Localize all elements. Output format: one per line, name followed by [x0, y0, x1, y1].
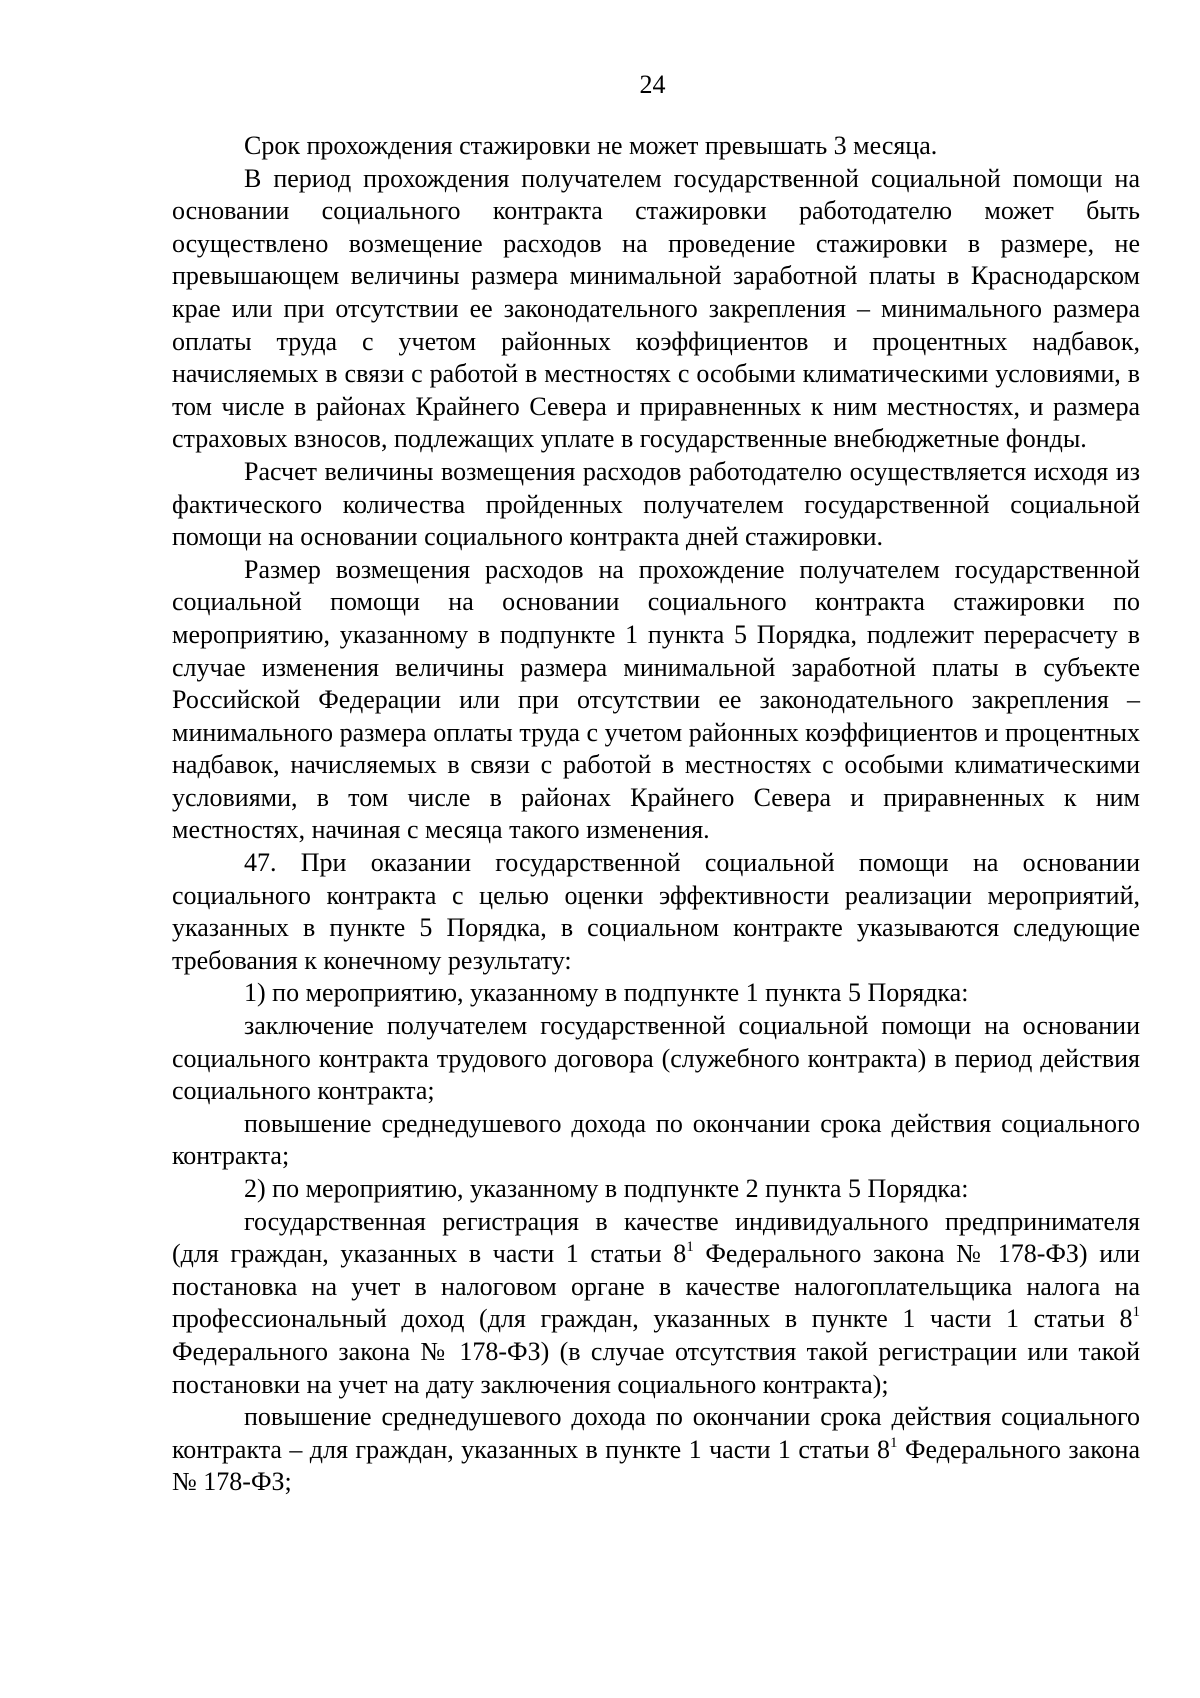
superscript-marker: 1 [686, 1239, 694, 1256]
paragraph: повышение среднедушевого дохода по окончании срока действия социального контракта; [172, 1108, 1140, 1171]
superscript-marker: 1 [1132, 1304, 1140, 1321]
document-body [172, 130, 1140, 1499]
paragraph: Расчет величины возмещения расходов работодателю осуществляется исходя из фактического количества пройденных получателем государственной социальной помощи на основании социального контракта дней стажировки. [172, 456, 1140, 552]
paragraph: заключение получателем государственной социальной помощи на основании социального контракта трудового договора (служебного контракта) в период действия социального контракта; [172, 1011, 1140, 1106]
paragraph: 47. При оказании государственной социальной помощи на основании социального контракта с целью оценки эффективности реализации мероприятий, указанных в пункте 5 Порядка, в социальном контракте указываются следующие требования к конечному результату: [172, 848, 1140, 975]
list-item: 2) по мероприятию, указанному в подпункте 2 пункта 5 Порядка: [244, 1174, 969, 1203]
paragraph: В период прохождения получателем государственной социальной помощи на основании социального контракта стажировки работодателю может быть осуществлено возмещение расходов на проведение стажировки в размере, не превышающем величины размера минимальной заработной платы в Краснодарском крае или при отсутствии ее законодательного закрепления – минимального размера оплаты труда с учетом районных коэффициентов и процентных надбавок, начисляемых в связи с работой в местностях с особыми климатическими условиями, в том числе в районах Крайнего Севера и приравненных к ним местностях, и размера страховых взносов, подлежащих уплате в государственные внебюджетные фонды. [172, 163, 1140, 454]
page-number: 24 [639, 70, 666, 99]
paragraph: государственная регистрация в качестве индивидуального предпринимателя (для граждан, указанных в части 1 статьи $8^1$ Федерального закона № 178-ФЗ) или постановка на учет в налоговом органе в качестве налогоплательщика налога на профессиональный доход (для граждан, указанных в пункте 1 части 1 статьи $8^1$ Федерального закона № 178-ФЗ) (в случае отсутствия такой регистрации или такой постановки на учет на дату заключения социального контракта); [172, 1206, 1140, 1399]
paragraph: Размер возмещения расходов на прохождение получателем государственной социальной помощи на основании социального контракта стажировки по мероприятию, указанному в подпункте 1 пункта 5 Порядка, подлежит перерасчету в случае изменения величины размера минимальной заработной платы в субъекте Российской Федерации или при отсутствии ее законодательного закрепления – минимального размера оплаты труда с учетом районных коэффициентов и процентных надбавок, начисляемых в связи с работой в местностях с особыми климатическими условиями, в том числе в районах Крайнего Севера и приравненных к ним местностях, начиная с месяца такого изменения. [172, 554, 1140, 845]
list-item: 1) по мероприятию, указанному в подпункте 1 пункта 5 Порядка: [244, 978, 969, 1008]
superscript-marker: 1 [890, 1434, 898, 1451]
paragraph: повышение среднедушевого дохода по окончании срока действия социального контракта – для граждан, указанных в пункте 1 части 1 статьи $8^1$ Федерального закона № 178-ФЗ; [172, 1402, 1140, 1497]
paragraph: Срок прохождения стажировки не может превышать 3 месяца. [244, 131, 938, 160]
